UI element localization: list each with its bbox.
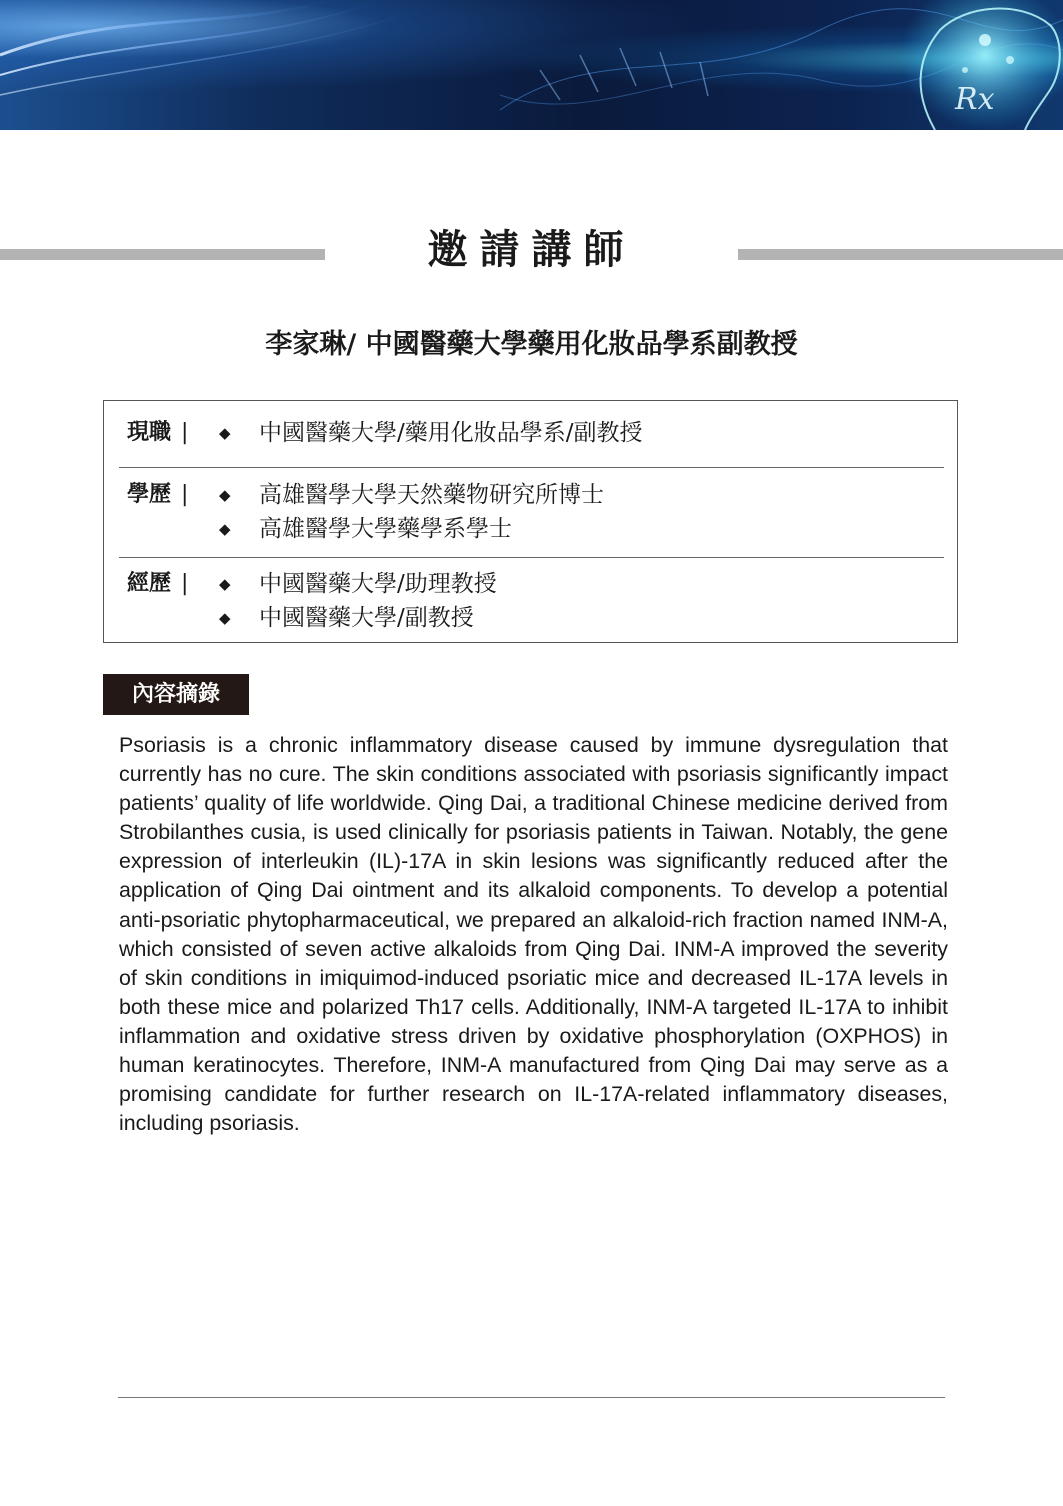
- title-rule-left: [0, 249, 325, 260]
- diamond-bullet-icon: ◆: [219, 609, 231, 627]
- dna-helix-decoration: [540, 48, 708, 100]
- diamond-bullet-icon: ◆: [219, 575, 231, 593]
- abstract-text: Psoriasis is a chronic inflammatory disease caused by immune dysregulation that currently has no cure. The skin conditions associated with psoriasis significantly impact patients’ quality of life worldwide. Qing Dai, a traditional Chinese medicine derived from Strobilanthes cusia, is used clinically for psoriasis patients in Taiwan. Notably, the gene expression of interleukin (IL)-17A in skin lesions was significantly reduced after the application of Qing Dai ointment and its alkaloid components. To develop a potential anti-psoriatic phytopharmaceutical, we prepared an alkaloid-rich fraction named INM-A, which consisted of seven active alkaloids from Qing Dai. INM-A improved the severity of skin conditions in imiquimod-induced psoriatic mice and decreased IL-17A levels in both these mice and polarized Th17 cells. Additionally, INM-A targeted IL-17A to inhibit inflammation and oxidative stress driven by oxidative phosphorylation (OXPHOS) in human keratinocytes. Therefore, INM-A manufactured from Qing Dai may serve as a promising candidate for further research on IL-17A-related inflammatory diseases, including psoriasis.: [119, 733, 948, 1136]
- label-separator: |: [181, 482, 189, 507]
- row-label: 學歷 |: [127, 478, 188, 512]
- label-separator: |: [181, 571, 189, 596]
- profile-row-education: [119, 478, 944, 558]
- header-banner: [0, 0, 1063, 130]
- diamond-bullet-icon: ◆: [219, 486, 231, 504]
- footer-rule: [118, 1397, 945, 1398]
- profile-row-current-position: [119, 416, 944, 468]
- list-item: ◆ 中國醫藥大學/副教授: [217, 601, 497, 635]
- item-list: [217, 567, 497, 635]
- profile-table: [103, 400, 958, 643]
- diamond-bullet-icon: ◆: [219, 520, 231, 538]
- list-item: ◆ 中國醫藥大學/藥用化妝品學系/副教授: [217, 416, 643, 450]
- item-list: [217, 478, 604, 546]
- label-separator: |: [181, 420, 189, 445]
- abstract-heading: 內容摘錄: [103, 674, 249, 715]
- page-title: 邀請講師: [427, 227, 636, 273]
- profile-row-experience: [119, 567, 944, 637]
- list-item: ◆ 高雄醫學大學天然藥物研究所博士: [217, 478, 604, 512]
- list-item: ◆ 中國醫藥大學/助理教授: [217, 567, 497, 601]
- title-rule-right: [738, 249, 1063, 260]
- item-list: [217, 416, 643, 450]
- rx-logo: Rx: [955, 82, 995, 117]
- list-item: ◆ 高雄醫學大學藥學系學士: [217, 512, 604, 546]
- diamond-bullet-icon: ◆: [219, 424, 231, 442]
- speaker-name-affiliation: 李家琳/ 中國醫藥大學藥用化妝品學系副教授: [265, 329, 798, 360]
- banner-artwork: [0, 0, 1063, 130]
- row-label: 現職 |: [127, 416, 188, 450]
- row-label: 經歷 |: [127, 567, 188, 601]
